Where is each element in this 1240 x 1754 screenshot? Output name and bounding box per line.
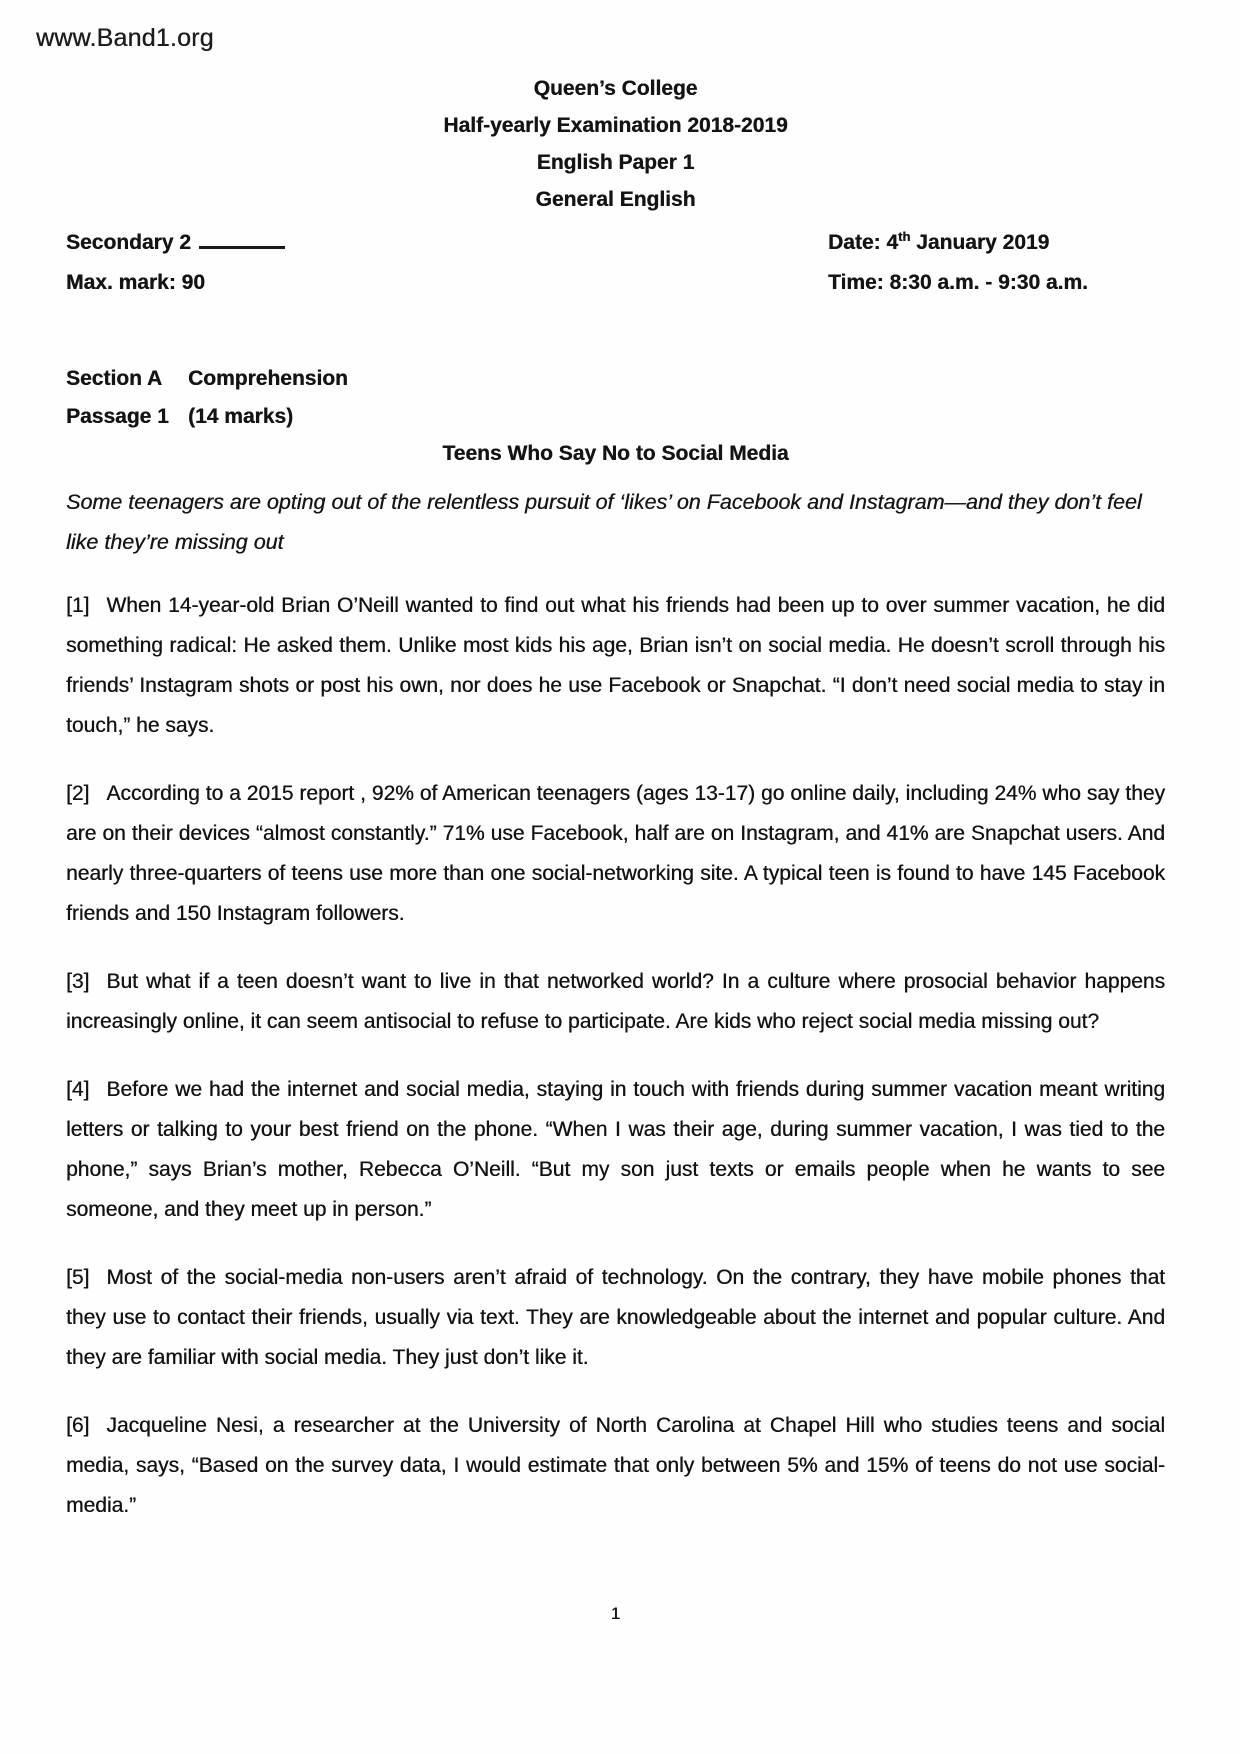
paragraph-6 [66, 1406, 1165, 1526]
exam-info-row [66, 223, 1165, 303]
school-name: Queen’s College [533, 77, 698, 100]
paragraph-3-text: But what if a teen doesn’t want to live in that networked world? In a culture where prosocial behavior happens increasingly online, it can seem antisocial to refuse to participate. Are kids who reject social media missing out? [66, 970, 1165, 1033]
passage-marks: (14 marks) [188, 405, 294, 428]
paragraph-1 [66, 586, 1165, 746]
paragraph-6-text: Jacqueline Nesi, a researcher at the University of North Carolina at Chapel Hill who studies teens and social media, says, “Based on the survey data, I would estimate that only between 5% and 15% of teens do not use social-media.” [66, 1414, 1165, 1517]
exam-title-block [66, 0, 1165, 218]
section-heading-block [66, 360, 1165, 436]
exam-name: Half-yearly Examination 2018-2019 [443, 114, 788, 137]
passage-row [66, 398, 1165, 436]
passage-title: Teens Who Say No to Social Media [442, 442, 789, 465]
paragraph-1-text: When 14-year-old Brian O’Neill wanted to find out what his friends had been up to over summer vacation, he did something radical: He asked them. Unlike most kids his age, Brian isn’t on social media. He doesn’t scroll through his friends’ Instagram shots or post his own, nor does he use Facebook or Snapchat. “I don’t need social media to stay in touch,” he says. [66, 594, 1165, 737]
section-row [66, 360, 1165, 398]
paragraph-5-text: Most of the social-media non-users aren’t afraid of technology. On the contrary, they have mobile phones that they use to contact their friends, usually via text. They are knowledgeable about the internet and popular culture. And they are familiar with social media. They just don’t like it. [66, 1266, 1165, 1369]
paragraph-6-number: [6] [66, 1414, 90, 1437]
paragraph-3 [66, 962, 1165, 1042]
date-prefix: Date: 4 [828, 231, 899, 254]
page-number: 1 [610, 1604, 621, 1623]
date-rest: January 2019 [910, 231, 1050, 254]
paragraph-3-number: [3] [66, 970, 90, 993]
paragraph-5-number: [5] [66, 1266, 90, 1289]
paragraph-4 [66, 1070, 1165, 1230]
paragraph-4-number: [4] [66, 1078, 90, 1101]
passage-subtitle: Some teenagers are opting out of the relentless pursuit of ‘likes’ on Facebook and Instagram—and they don’t feel like they’re missing out [66, 490, 1142, 554]
subject-name: General English [535, 188, 696, 211]
paragraph-2-number: [2] [66, 782, 90, 805]
paper-name: English Paper 1 [536, 151, 695, 174]
class-line [66, 223, 828, 263]
date-ordinal: th [898, 229, 911, 244]
watermark-url: www.Band1.org [36, 24, 214, 52]
paragraph-5 [66, 1258, 1165, 1378]
paragraph-4-text: Before we had the internet and social media, staying in touch with friends during summer vacation meant writing letters or talking to your best friend on the phone. “When I was their age, during summer vacation, I was tied to the phone,” says Brian’s mother, Rebecca O’Neill. “But my son just texts or emails people when he wants to see someone, and they meet up in person.” [66, 1078, 1165, 1221]
max-mark-line: Max. mark: 90 [66, 271, 205, 294]
exam-info-left [66, 223, 828, 303]
paragraph-1-number: [1] [66, 594, 90, 617]
section-title: Comprehension [188, 367, 348, 390]
class-blank-line [199, 226, 285, 249]
paragraph-2-text: According to a 2015 report , 92% of American teenagers (ages 13-17) go online daily, including 24% who say they are on their devices “almost constantly.” 71% use Facebook, half are on Instagram, and 41% are Snapchat users. And nearly three-quarters of teens use more than one social-networking site. A typical teen is found to have 145 Facebook friends and 150 Instagram followers. [66, 782, 1165, 925]
exam-info-right [828, 223, 1165, 303]
passage-label: Passage 1 [66, 405, 169, 428]
section-label: Section A [66, 367, 163, 390]
date-line [828, 223, 1165, 263]
class-label: Secondary 2 [66, 231, 191, 254]
paragraph-2 [66, 774, 1165, 934]
time-line: Time: 8:30 a.m. - 9:30 a.m. [828, 271, 1088, 294]
passage-body [66, 586, 1165, 1526]
